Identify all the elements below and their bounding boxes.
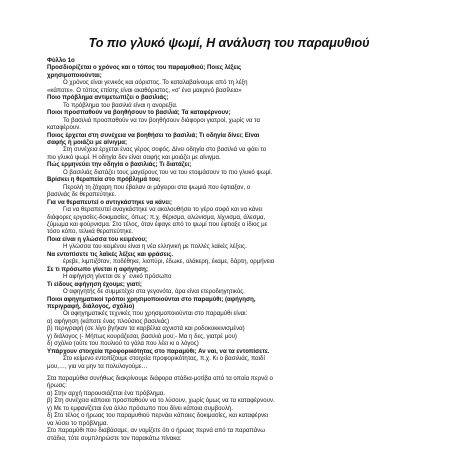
- question-line: Προσδιορίζεται ο χρόνος και ο τόπος του παραμυθιού; Ποιες λέξεις: [47, 64, 242, 72]
- text-line: Περολή τη ζάχαρη που έβαλαν οι μάγειροι στα ψωμιά που έφτιαξαν, ο: [63, 183, 251, 191]
- question-line: Φύλλο 1ο: [47, 57, 75, 64]
- text-line: Το βασιλιά προσπαθούν να τον βοηθήσουν διάφοροι γιατροί, χωρίς να τα: [63, 116, 260, 124]
- text-line: Το πρόβλημα του βασιλιά είναι η ανορεξία.: [63, 101, 178, 109]
- question-line: Για να θεραπευτεί ο αντιγκάστηκε να κάνει;: [47, 198, 172, 206]
- question-line: Ποιοι αφηγηματικοί τρόποι χρησιμοποιούνται στο παραμύθι; (αφήγηση,: [47, 295, 256, 303]
- text-line: α) Στην αρχή παρουσιάζεται ένα πρόβλημα.: [47, 389, 165, 397]
- text-line: δ) Στο τέλος ο ήρωας του παραμυθιού περνάει κάποιες δοκιμασίες, και καταφέρνει: [47, 412, 269, 420]
- text-line: βασιλιάς δε θεραπεύτηκε.: [47, 191, 117, 199]
- document-body: [47, 57, 411, 442]
- question-line: Υπάρχουν στοιχεία προφορικότητας στο παραμύθι; Αν ναι, να τα εντοπίσετε.: [47, 347, 270, 355]
- question-line: Σε τι πρόσωπο γίνεται η αφήγηση;: [47, 265, 148, 273]
- text-line: ήρωας:: [47, 382, 67, 390]
- text-line: στάδια, τότε συμπληρώστε τον παρακάτω πίνακα:: [47, 434, 182, 442]
- text-line: καταφέρουν.: [47, 124, 81, 132]
- text-line: Η αφήγηση γίνεται σε γ΄ ενικό πρόσωπο: [63, 273, 172, 281]
- question-line: Πώς ερμηνεύει την οδηγία ο βασιλιάς; Τι διατάζει;: [47, 161, 192, 169]
- question-line: Ποιος έρχεται στη συνέχεια να βοηθήσει το βασιλιά; Τι οδηγία δίνει; Είναι: [47, 131, 260, 139]
- question-line: Βρίσκει η θεραπεία στο πρόβλημά του;: [47, 176, 161, 184]
- text-line: ζύμωμα και φούρνισμα. Στο τέλος, όταν έφαγε από το ψωμί που έφτιαξε ο ίδιος με: [47, 220, 268, 228]
- text-line: Στη συνέχεια έρχεται ένας γέρος σοφός. Δίνει οδηγία στο βασιλιά να φάει το: [63, 146, 267, 154]
- text-line: γ) Με το εμφανίζεται ένα άλλο πρόσωπο που δίνει κάποια συμβουλή.: [47, 404, 233, 412]
- text-line: β) περιγραφή (σε λίγο βγήκαν τα καρβέλια αχνιστά και ροδοκοκκινισμένα): [47, 325, 245, 333]
- question-line: σαφής ή μοιάζει με αίνιγμα;: [47, 138, 127, 146]
- text-line: Ο χρόνος είναι γενικός και αόριστος. Το καταλαβαίνουμε από τη λέξη: [63, 79, 248, 87]
- question-line: Τι είδους αφήγηση έχουμε; γιατί;: [47, 280, 142, 288]
- text-line: πιο γλυκό ψωμί. Η οδηγία δεν είναι σαφής και μοιάζει με αίνιγμα.: [47, 153, 221, 161]
- question-line: περιγραφή, διάλογος, σχόλιο): [47, 302, 135, 310]
- text-line: έρεβε, λιμπιζόταν, ποδέθηκε, λιοπύρι, έδωκε, ολάκερη, έκαμε, δάρτη, ορμήνεια: [63, 258, 275, 266]
- question-line: Ποιο πρόβλημα αντιμετωπίζει ο βασιλιάς;: [47, 94, 169, 102]
- text-line: Για να θεραπευτεί αναγκάστηκε να ακολουθήσει το γέρο σοφό και να κάνει: [63, 206, 263, 214]
- question-line: χρησιμοποιούνται;: [47, 71, 102, 79]
- text-line: Η γλώσσα του κειμένου είναι η νέα ελληνική με πολλές λαϊκές λέξεις.: [63, 243, 247, 251]
- text-line: Ο βασιλιάς διατάζει τους μαγείρους του να του ετοιμάσουν το πιο γλυκό ψωμί.: [63, 168, 273, 176]
- question-line: Να εντοπίσετε τις λαϊκές λέξεις και φράσεις.: [47, 250, 174, 258]
- text-line: μου,…, για να μην τα πολυλογούμε…: [47, 362, 148, 370]
- text-line: Στο κείμενο εντοπίζουμε στοιχεία προφορικότητας, π.χ. Κι ο βασιλιάς, παιδί: [63, 355, 265, 363]
- text-line: Στο παραμύθι που διαβάσαμε, αν νομίζετε ότι ο ήρωας περνά από τα παραπάνω: [47, 427, 265, 435]
- document-title: Το πιο γλυκό ψωμί, Η ανάλυση του παραμυθιού: [88, 36, 370, 50]
- text-line: Στα παραμύθια συνήθως διακρίνουμε διάφορα στάδια-μοτίβα από τα οποία περνά ο: [47, 375, 273, 383]
- text-line: τόσο κόπο, τελικά θεραπεύτηκε.: [47, 228, 134, 236]
- text-line: Οι αφηγηματικές τεχνικές που χρησιμοποιούνται στο παραμύθι είναι:: [63, 310, 248, 318]
- text-line: διάφορες εργασίες-δοκιμασίες, όπως: π.χ. θέρισμα, αλώνισμα, λίχνισμα, άλεσμα,: [47, 213, 266, 221]
- text-line: γ) διάλογος (- Μήπως κουράζεσαι, βασιλιά μου;- Μα η δες, γιατρέ μου): [47, 332, 237, 340]
- text-line: Ο αφηγητής δε συμμετέχει στα γεγονότα, άρα είναι ετεροδιηγητικός.: [63, 288, 245, 296]
- text-line: «κάποτε». Ο τόπος επίσης είναι ακαθόριστος, «σ' ένα μακρινό βασίλειο»: [47, 86, 242, 94]
- text-line: δ) σχόλιο (ούτε του πουλιού το γάλα που λέει κι ο λόγος): [47, 340, 199, 348]
- question-line: Ποιοι προσπαθούν να βοηθήσουν το βασιλιά; Τα καταφέρνουν;: [47, 109, 231, 117]
- text-line: να λύσει το πρόβλημα.: [47, 419, 109, 427]
- question-line: Ποια είναι η γλώσσα του κειμένου;: [47, 235, 148, 243]
- text-line: β) Στη συνέχεια κάποιοι προσπαθούν να το λύσουν, χωρίς όμως να τα καταφέρνουν.: [47, 397, 275, 405]
- text-line: α) αφήγηση (κάποτε ένας πλούσιος βασιλιάς): [47, 317, 170, 325]
